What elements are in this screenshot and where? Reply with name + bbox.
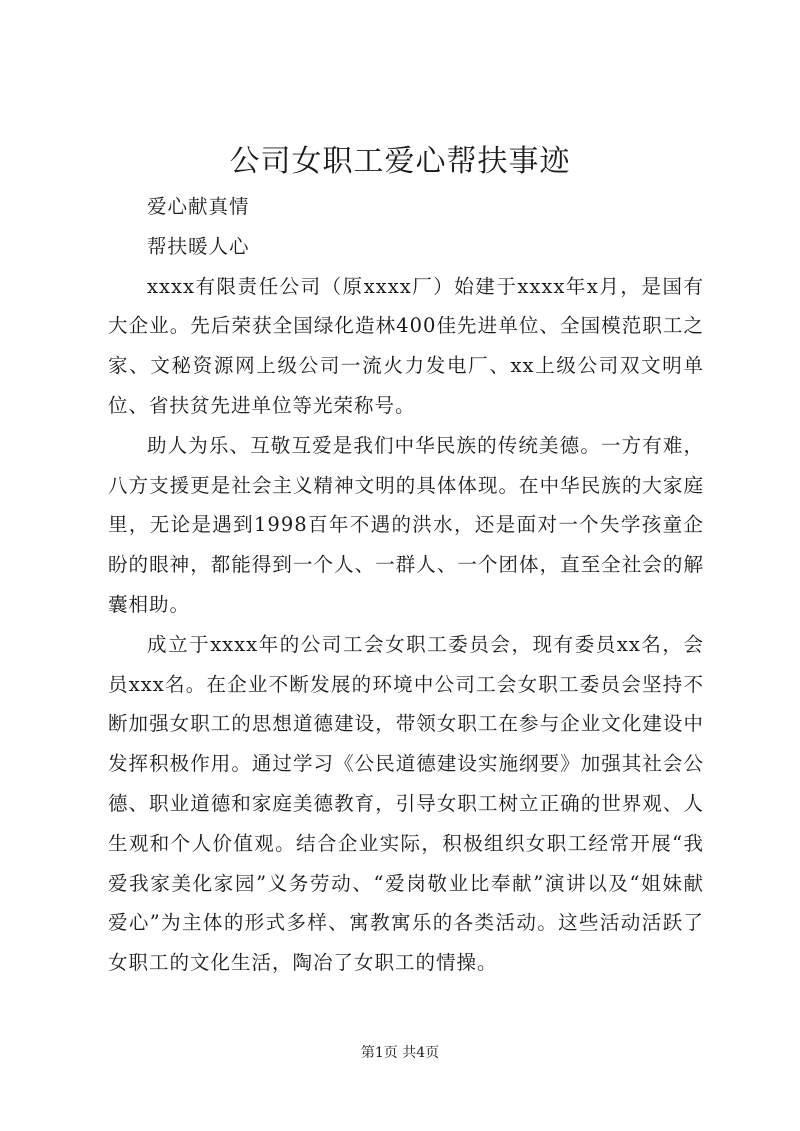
paragraph-committee: 成立于xxxx年的公司工会女职工委员会，现有委员xx名，会员xxx名。在企业不断发展的环境中公司工会女职工委员会坚持不断加强女职工的思想道德建设，带领女职工在参与企业文化建设中发挥积极作用。通过学习《公民道德建设实施纲要》加强其社会公德、职业道德和家庭美德教育，引导女职工树立正确的世界观、人生观和个人价值观。结合企业实际，积极组织女职工经常开展“我爱我家美化家园”义务劳动、“爱岗敬业比奉献”演讲以及“姐妹献爱心”为主体的形式多样、寓教寓乐的各类活动。这些活动活跃了女职工的文化生活，陶冶了女职工的情操。 — [108, 632, 704, 975]
subtitle-line-2: 帮扶暖人心 — [147, 234, 250, 258]
paragraph-tradition: 助人为乐、互敬互爱是我们中华民族的传统美德。一方有难，八方支援更是社会主义精神文明的具体体现。在中华民族的大家庭里，无论是遇到1998百年不遇的洪水，还是面对一个失学孩童企盼的眼神，都能得到一个人、一群人、一个团体，直至全社会的解囊相助。 — [108, 433, 704, 616]
document-title: 公司女职工爱心帮扶事迹 — [229, 144, 571, 179]
subtitle-line-1: 爱心献真情 — [147, 195, 250, 218]
document-body — [108, 187, 704, 983]
page-indicator: 第1页 共4页 — [360, 1045, 440, 1061]
paragraph-company-intro: xxxx有限责任公司（原xxxx厂）始建于xxxx年x月，是国有大企业。先后荣获全国绿化造林400佳先进单位、全国模范职工之家、文秘资源网上级公司一流火力发电厂、xx上级公司双文明单位、省扶贫先进单位等光荣称号。 — [108, 274, 704, 417]
